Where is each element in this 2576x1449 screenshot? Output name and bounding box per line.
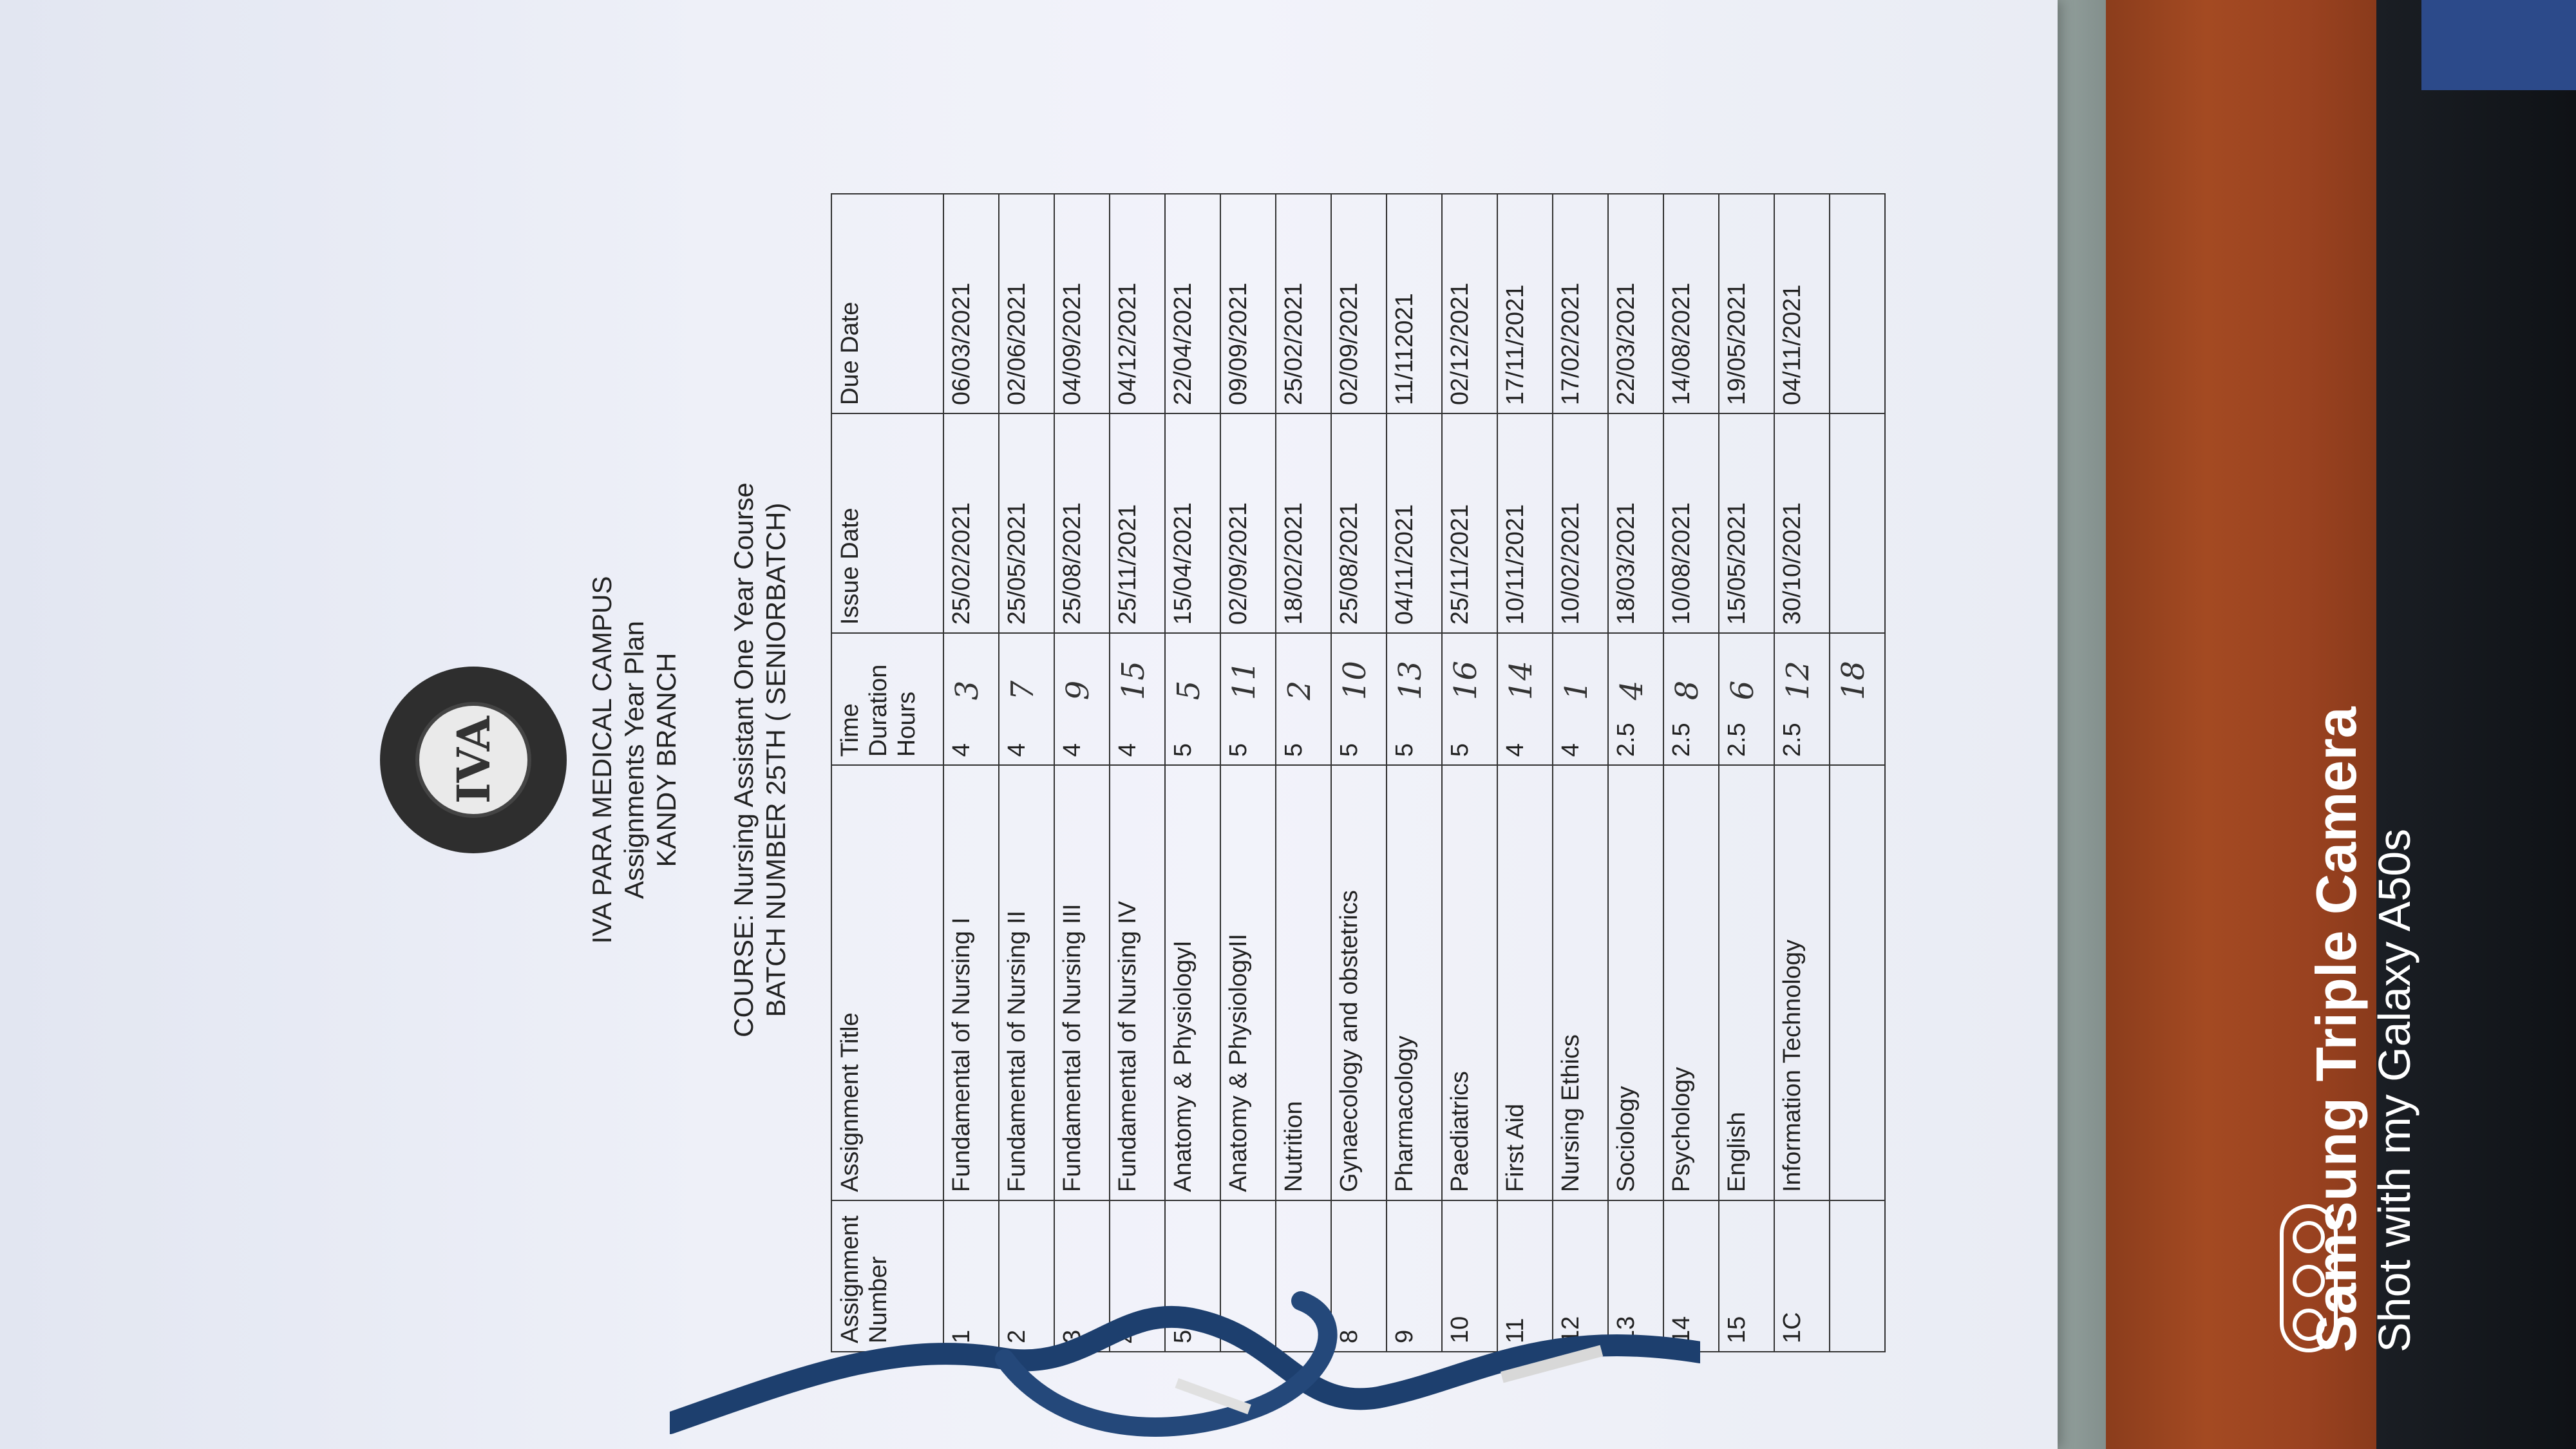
cell-hours-text: 2.5 (1779, 723, 1806, 757)
cell-title (1387, 765, 1442, 1200)
cell-title-text: Fundamental of Nursing III (1059, 904, 1086, 1193)
cell-title-text: Fundamental of Nursing IV (1114, 901, 1141, 1193)
handwritten-order: 6 (1725, 680, 1761, 701)
cell-hours-text: 4 (1502, 743, 1529, 757)
cell-due-date (1719, 194, 1774, 413)
handwritten-order: 14 (1503, 661, 1539, 701)
cell-title (1442, 765, 1497, 1200)
cell-issue-date-text: 25/02/2021 (948, 502, 975, 625)
cell-hours-text: 4 (1003, 743, 1030, 757)
cell-hours (1719, 633, 1774, 765)
cell-number-text: 12 (1557, 1316, 1584, 1343)
lanyard-clip (1175, 1378, 1251, 1414)
course-info (728, 116, 792, 1404)
cell-hours-text: 5 (1170, 743, 1197, 757)
table-row (1331, 194, 1387, 1352)
cell-issue-date-text: 25/08/2021 (1059, 502, 1086, 625)
cell-due-date-text: 06/03/2021 (948, 282, 975, 406)
cell-number-text: 5 (1170, 1329, 1197, 1343)
cell-due-date (1110, 194, 1165, 413)
table-row (999, 194, 1054, 1352)
watermark-device: Shot with my Galaxy A50s (2369, 828, 2420, 1352)
cell-title (1331, 765, 1387, 1200)
cell-issue-date-text: 25/11/2021 (1446, 504, 1473, 625)
cell-title (1608, 765, 1663, 1200)
cell-hours-text: 2.5 (1613, 723, 1640, 757)
handwritten-order: 2 (1282, 680, 1318, 701)
cell-issue-date-text: 30/10/2021 (1779, 502, 1806, 625)
handwritten-order: 15 (1115, 661, 1151, 701)
cell-due-date (999, 194, 1054, 413)
cell-due-date (1497, 194, 1553, 413)
handwritten-order: 5 (1171, 680, 1207, 701)
cell-title-text: Information Technology (1779, 939, 1806, 1193)
cell-hours (1165, 633, 1220, 765)
cell-title (1830, 765, 1885, 1200)
col-header-due: Due Date (831, 194, 943, 413)
cell-hours (1442, 633, 1497, 765)
cell-hours (1387, 633, 1442, 765)
document-header (586, 116, 683, 1404)
cell-hours-text: 5 (1225, 743, 1252, 757)
cell-issue-date (1110, 413, 1165, 633)
table-row (1442, 194, 1497, 1352)
cell-due-date-text: 04/11/2021 (1779, 284, 1806, 406)
cell-issue-date (1497, 413, 1553, 633)
cell-title (1497, 765, 1553, 1200)
cell-title-text: Gynaecology and obstetrics (1336, 890, 1363, 1193)
cell-hours-text: 2.5 (1723, 723, 1750, 757)
cell-issue-date-text: 10/02/2021 (1557, 502, 1584, 625)
cell-issue-date (1774, 413, 1830, 633)
cell-issue-date (1553, 413, 1608, 633)
cell-hours (1276, 633, 1331, 765)
cell-due-date-text: 04/09/2021 (1059, 282, 1086, 406)
cell-number-text: 2 (1003, 1329, 1030, 1343)
cell-title (999, 765, 1054, 1200)
cell-issue-date (1442, 413, 1497, 633)
cell-hours (1110, 633, 1165, 765)
campus-name: IVA PARA MEDICAL CAMPUS (587, 576, 617, 944)
cell-number-text: 10 (1446, 1316, 1473, 1343)
table-row (1054, 194, 1110, 1352)
academy-seal-icon (380, 667, 567, 853)
camera-watermark (2306, 706, 2421, 1352)
cell-issue-date (999, 413, 1054, 633)
table-row (1774, 194, 1830, 1352)
col-header-hours: Time Duration Hours (831, 633, 943, 765)
cell-title-text: Fundamental of Nursing I (948, 917, 975, 1193)
table-body (943, 194, 1885, 1352)
table-row (1719, 194, 1774, 1352)
cell-hours-text: 4 (1059, 743, 1086, 757)
cell-hours (1608, 633, 1663, 765)
cell-number-text: 8 (1336, 1329, 1363, 1343)
cell-title (943, 765, 999, 1200)
col-header-issue: Issue Date (831, 413, 943, 633)
cell-issue-date-text: 10/11/2021 (1502, 504, 1529, 625)
cell-due-date (1054, 194, 1110, 413)
cell-title (1719, 765, 1774, 1200)
cell-title-text: Psychology (1668, 1066, 1695, 1193)
cell-due-date-text: 02/06/2021 (1003, 282, 1030, 406)
table-row (1387, 194, 1442, 1352)
cell-hours (1220, 633, 1276, 765)
cell-hours-text: 4 (1557, 743, 1584, 757)
watermark-camera: Samsung Triple Camera (2304, 706, 2368, 1352)
cell-title (1054, 765, 1110, 1200)
course-line: COURSE: Nursing Assistant One Year Course (728, 482, 759, 1037)
handwritten-order: 16 (1448, 661, 1484, 701)
table-row (1220, 194, 1276, 1352)
cell-issue-date-text: 10/08/2021 (1668, 502, 1695, 625)
cell-title (1165, 765, 1220, 1200)
cell-issue-date (943, 413, 999, 633)
table-header-row (831, 194, 943, 1352)
cell-issue-date (1830, 413, 1885, 633)
table-row (1553, 194, 1608, 1352)
cell-title (1774, 765, 1830, 1200)
cell-due-date (1663, 194, 1719, 413)
cell-title-text: Anatomy & PhysiologyI (1170, 940, 1197, 1193)
blue-lanyard (670, 1262, 1700, 1449)
cell-number-text: 1C (1779, 1312, 1806, 1343)
cell-hours (1054, 633, 1110, 765)
cell-issue-date-text: 18/02/2021 (1280, 502, 1307, 625)
cell-issue-date-text: 25/11/2021 (1114, 504, 1141, 625)
cell-issue-date-text: 15/05/2021 (1723, 502, 1750, 625)
cell-title-text: Fundamental of Nursing II (1003, 910, 1030, 1193)
cell-issue-date-text: 04/11/2021 (1391, 504, 1418, 625)
cell-due-date-text: 04/12/2021 (1114, 282, 1141, 406)
cell-hours-text: 2.5 (1668, 723, 1695, 757)
cell-hours-text: 4 (948, 743, 975, 757)
cell-issue-date (1719, 413, 1774, 633)
cell-due-date (1830, 194, 1885, 413)
cell-number (1774, 1200, 1830, 1352)
cell-hours (999, 633, 1054, 765)
handwritten-order: 3 (949, 680, 985, 701)
blue-object (2421, 0, 2576, 90)
table-row (1663, 194, 1719, 1352)
cell-issue-date (1276, 413, 1331, 633)
cell-hours (1663, 633, 1719, 765)
cell-number-text: 14 (1668, 1316, 1695, 1343)
cell-title-text: Nursing Ethics (1557, 1034, 1584, 1193)
handwritten-order: 13 (1392, 661, 1428, 701)
cell-due-date (1553, 194, 1608, 413)
cell-title-text: Pharmacology (1391, 1036, 1418, 1193)
assignments-table (831, 193, 1886, 1352)
handwritten-order: 7 (1005, 680, 1041, 701)
cell-title (1276, 765, 1331, 1200)
cell-due-date-text: 11/112021 (1391, 293, 1418, 406)
cell-title-text: Anatomy & PhysiologyII (1225, 933, 1252, 1193)
cell-due-date (1387, 194, 1442, 413)
cell-due-date (1276, 194, 1331, 413)
cell-issue-date-text: 02/09/2021 (1225, 502, 1252, 625)
cell-title-text: Paediatrics (1446, 1071, 1473, 1193)
cell-hours (1331, 633, 1387, 765)
table-row (1110, 194, 1165, 1352)
cell-issue-date-text: 25/08/2021 (1336, 502, 1363, 625)
seal-emblem-icon: IVA (415, 702, 531, 818)
cell-hours (1830, 633, 1885, 765)
cell-number-text: 3 (1059, 1329, 1086, 1343)
cell-due-date (1608, 194, 1663, 413)
cell-due-date-text: 19/05/2021 (1723, 282, 1750, 406)
cell-due-date-text: 17/02/2021 (1557, 282, 1584, 406)
cell-number-text: 9 (1391, 1329, 1418, 1343)
cell-due-date-text: 17/11/2021 (1502, 284, 1529, 406)
table-row (1608, 194, 1663, 1352)
cell-due-date-text: 22/03/2021 (1613, 282, 1640, 406)
handwritten-order: 8 (1669, 680, 1705, 701)
cell-due-date-text: 09/09/2021 (1225, 282, 1252, 406)
cell-hours-text: 5 (1336, 743, 1363, 757)
cell-issue-date-text: 18/03/2021 (1613, 502, 1640, 625)
cell-hours (1497, 633, 1553, 765)
cell-title-text: First Aid (1502, 1103, 1529, 1193)
cell-hours-text: 4 (1114, 743, 1141, 757)
cell-issue-date-text: 15/04/2021 (1170, 502, 1197, 625)
cell-due-date-text: 25/02/2021 (1280, 282, 1307, 406)
cell-hours-text: 5 (1391, 743, 1418, 757)
cell-due-date (1165, 194, 1220, 413)
handwritten-order: 9 (1060, 680, 1096, 701)
col-header-title: Assignment Title (831, 765, 943, 1200)
cell-due-date (943, 194, 999, 413)
handwritten-order: 12 (1780, 661, 1816, 701)
cell-hours-text: 5 (1280, 743, 1307, 757)
table-row (1165, 194, 1220, 1352)
cell-due-date-text: 02/12/2021 (1446, 282, 1473, 406)
cell-due-date-text: 14/08/2021 (1668, 282, 1695, 406)
cell-issue-date (1220, 413, 1276, 633)
cell-due-date (1331, 194, 1387, 413)
cell-number-text: 11 (1502, 1318, 1529, 1343)
cell-issue-date (1054, 413, 1110, 633)
cell-hours (943, 633, 999, 765)
handwritten-order: 4 (1614, 680, 1650, 701)
cell-issue-date (1331, 413, 1387, 633)
cell-hours (1774, 633, 1830, 765)
cell-issue-date (1663, 413, 1719, 633)
cell-due-date-text: 22/04/2021 (1170, 282, 1197, 406)
cell-title (1663, 765, 1719, 1200)
cell-due-date (1220, 194, 1276, 413)
table-row (1497, 194, 1553, 1352)
table-row (1276, 194, 1331, 1352)
col-header-number: Assignment Number (831, 1200, 943, 1352)
cell-issue-date (1165, 413, 1220, 633)
cell-issue-date-text: 25/05/2021 (1003, 502, 1030, 625)
cell-issue-date (1387, 413, 1442, 633)
cell-title-text: English (1723, 1112, 1750, 1193)
branch-name: KANDY BRANCH (651, 652, 681, 867)
plan-subtitle: Assignments Year Plan (619, 621, 649, 899)
cell-hours (1553, 633, 1608, 765)
cell-title (1220, 765, 1276, 1200)
cell-number-text: 1 (948, 1329, 975, 1343)
cell-number-text: 15 (1723, 1316, 1750, 1343)
cell-number (1719, 1200, 1774, 1352)
cell-title (1110, 765, 1165, 1200)
handwritten-order: 1 (1558, 680, 1595, 701)
cell-due-date-text: 02/09/2021 (1336, 282, 1363, 406)
cell-due-date (1774, 194, 1830, 413)
table-row (943, 194, 999, 1352)
cell-number-text: 13 (1613, 1316, 1640, 1343)
document-content (367, 116, 1871, 1404)
cell-hours-text: 5 (1446, 743, 1473, 757)
cell-number (1830, 1200, 1885, 1352)
batch-line: BATCH NUMBER 25TH ( SENIORBATCH) (761, 502, 791, 1018)
cell-due-date (1442, 194, 1497, 413)
cell-title-text: Sociology (1613, 1086, 1640, 1193)
handwritten-order: 11 (1226, 661, 1262, 701)
cell-issue-date (1608, 413, 1663, 633)
table-row (1830, 194, 1885, 1352)
cell-number-text: 4 (1114, 1329, 1141, 1343)
cell-title (1553, 765, 1608, 1200)
cell-title-text: Nutrition (1280, 1101, 1307, 1193)
handwritten-order: 18 (1835, 661, 1871, 701)
handwritten-order: 10 (1337, 661, 1373, 701)
